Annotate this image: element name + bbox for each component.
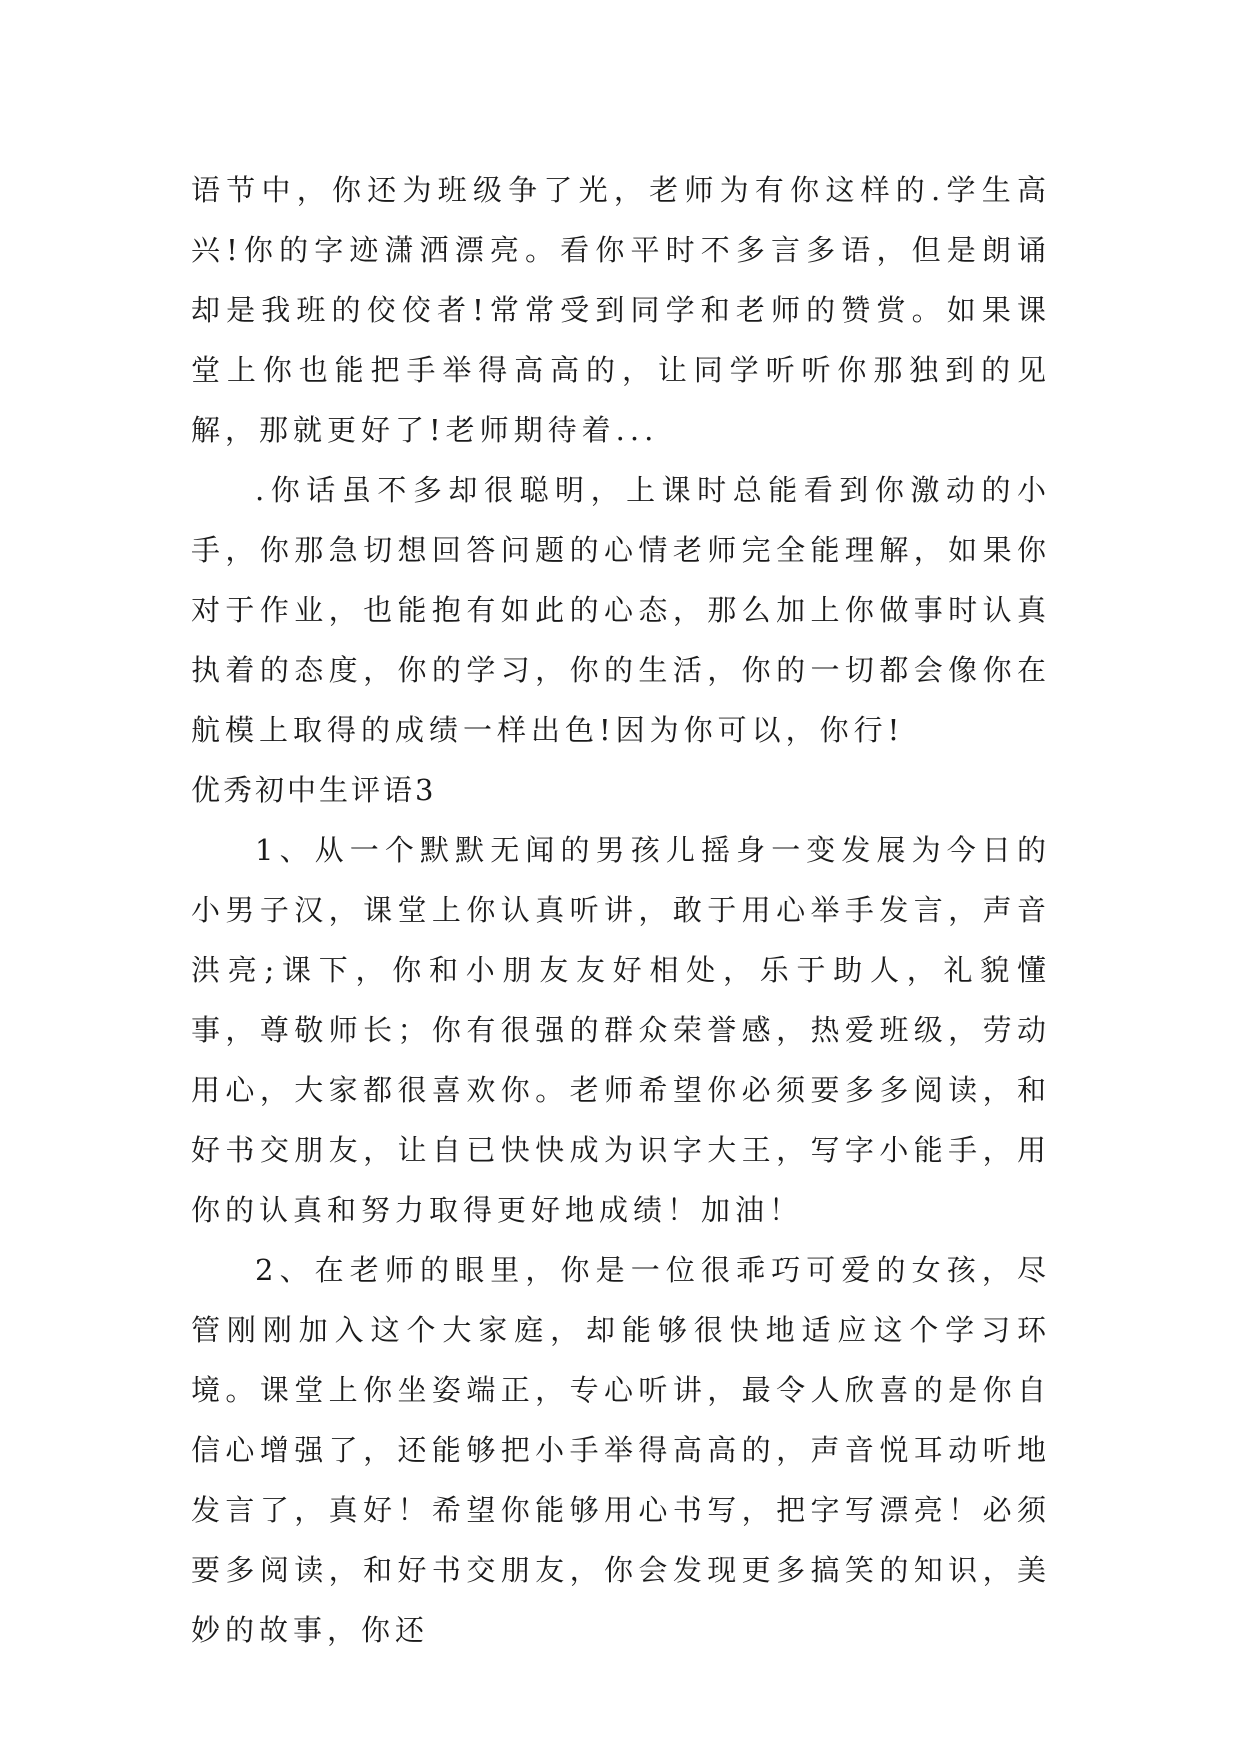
- section-heading: 优秀初中生评语3: [191, 773, 437, 807]
- paragraph-comment-1: 1、从一个默默无闻的男孩儿摇身一变发展为今日的小男子汉，课堂上你认真听讲，敢于用心举手发言，声音洪亮;课下，你和小朋友友好相处，乐于助人，礼貌懂事，尊敬师长；你有很强的群众荣誉感，热爱班级，劳动用心，大家都很喜欢你。老师希望你必须要多多阅读，和好书交朋友，让自已快快成为识字大王，写字小能手，用你的认真和努力取得更好地成绩！加油！: [191, 833, 1051, 1227]
- paragraph-comment-continued: 语节中，你还为班级争了光，老师为有你这样的.学生高兴!你的字迹潇洒漂亮。看你平时不多言多语，但是朗诵却是我班的佼佼者!常常受到同学和老师的赞赏。如果课堂上你也能把手举得高高的，让同学听听你那独到的见解，那就更好了!老师期待着...: [191, 173, 1051, 447]
- document-body: [191, 160, 1051, 1660]
- paragraph-comment-smart-student: .你话虽不多却很聪明，上课时总能看到你激动的小手，你那急切想回答问题的心情老师完全能理解，如果你对于作业，也能抱有如此的心态，那么加上你做事时认真执着的态度，你的学习，你的生活，你的一切都会像你在航模上取得的成绩一样出色!因为你可以，你行!: [191, 473, 1051, 747]
- paragraph-comment-2: 2、在老师的眼里，你是一位很乖巧可爱的女孩，尽管刚刚加入这个大家庭，却能够很快地适应这个学习环境。课堂上你坐姿端正，专心听讲，最令人欣喜的是你自信心增强了，还能够把小手举得高高的，声音悦耳动听地发言了，真好！希望你能够用心书写，把字写漂亮！必须要多阅读，和好书交朋友，你会发现更多搞笑的知识，美妙的故事，你还: [191, 1253, 1051, 1647]
